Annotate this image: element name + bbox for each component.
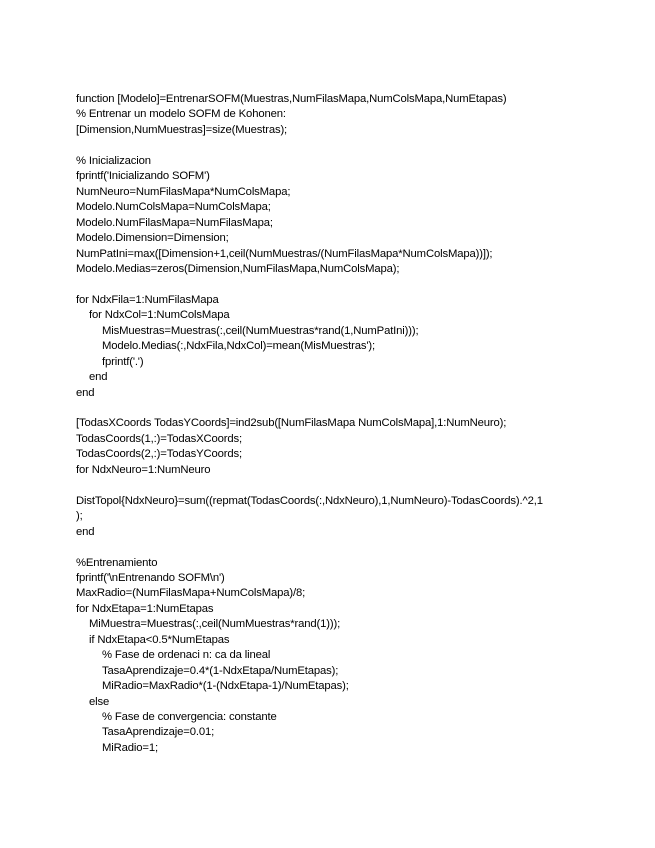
code-line: for NdxEtapa=1:NumEtapas	[76, 602, 214, 615]
code-line: for NdxCol=1:NumColsMapa	[89, 309, 230, 322]
code-line: );	[76, 510, 83, 523]
code-line: function [Modelo]=EntrenarSOFM(Muestras,NumFilasMapa,NumColsMapa,NumEtapas)	[76, 93, 507, 105]
code-line: [TodasXCoords TodasYCoords]=ind2sub([NumFilasMapa NumColsMapa],1:NumNeuro);	[76, 417, 507, 430]
code-line: Modelo.Dimension=Dimension;	[76, 232, 229, 245]
code-line: % Inicializacion	[76, 154, 151, 167]
code-line: MisMuestras=Muestras(:,ceil(NumMuestras*rand(1,NumPatIni)));	[102, 324, 419, 337]
code-line: for NdxNeuro=1:NumNeuro	[76, 463, 211, 476]
code-line: % Entrenar un modelo SOFM de Kohonen:	[76, 108, 286, 121]
code-line: Modelo.NumFilasMapa=NumFilasMapa;	[76, 216, 273, 229]
code-line: MiRadio=1;	[102, 741, 158, 754]
code-line: if NdxEtapa<0.5*NumEtapas	[89, 633, 230, 646]
code-line: fprintf('\nEntrenando SOFM\n')	[76, 571, 225, 584]
code-line: Modelo.Medias=zeros(Dimension,NumFilasMapa,NumColsMapa);	[76, 262, 400, 275]
code-line: end	[89, 371, 108, 384]
code-line: fprintf('Inicializando SOFM')	[76, 170, 210, 183]
code-line: TasaAprendizaje=0.01;	[102, 726, 215, 739]
code-line: Modelo.NumColsMapa=NumColsMapa;	[76, 201, 271, 214]
code-line: NumNeuro=NumFilasMapa*NumColsMapa;	[76, 185, 291, 198]
code-line: TodasCoords(1,:)=TodasXCoords;	[76, 432, 242, 445]
code-line: DistTopol{NdxNeuro}=sum((repmat(TodasCoords(:,NdxNeuro),1,NumNeuro)-TodasCoords).^2,1	[76, 494, 543, 507]
code-line: TodasCoords(2,:)=TodasYCoords;	[76, 448, 242, 461]
code-line: end	[76, 386, 95, 399]
code-line: % Fase de ordenaci n: ca da lineal	[102, 649, 271, 662]
code-line: %Entrenamiento	[76, 556, 158, 569]
code-line: [Dimension,NumMuestras]=size(Muestras);	[76, 123, 288, 136]
code-line: for NdxFila=1:NumFilasMapa	[76, 293, 219, 306]
code-line: TasaAprendizaje=0.4*(1-NdxEtapa/NumEtapas);	[102, 664, 339, 677]
code-line: else	[89, 695, 110, 708]
code-line: fprintf('.')	[102, 355, 144, 368]
code-line: % Fase de convergencia: constante	[102, 711, 277, 723]
code-line: MaxRadio=(NumFilasMapa+NumColsMapa)/8;	[76, 587, 306, 600]
code-line: NumPatIni=max([Dimension+1,ceil(NumMuestras/(NumFilasMapa*NumColsMapa))]);	[76, 247, 493, 260]
code-line: Modelo.Medias(:,NdxFila,NdxCol)=mean(MisMuestras');	[102, 340, 375, 353]
code-line: MiMuestra=Muestras(:,ceil(NumMuestras*rand(1)));	[89, 618, 341, 631]
code-line: end	[76, 525, 95, 538]
code-line: MiRadio=MaxRadio*(1-(NdxEtapa-1)/NumEtapas);	[102, 680, 349, 693]
